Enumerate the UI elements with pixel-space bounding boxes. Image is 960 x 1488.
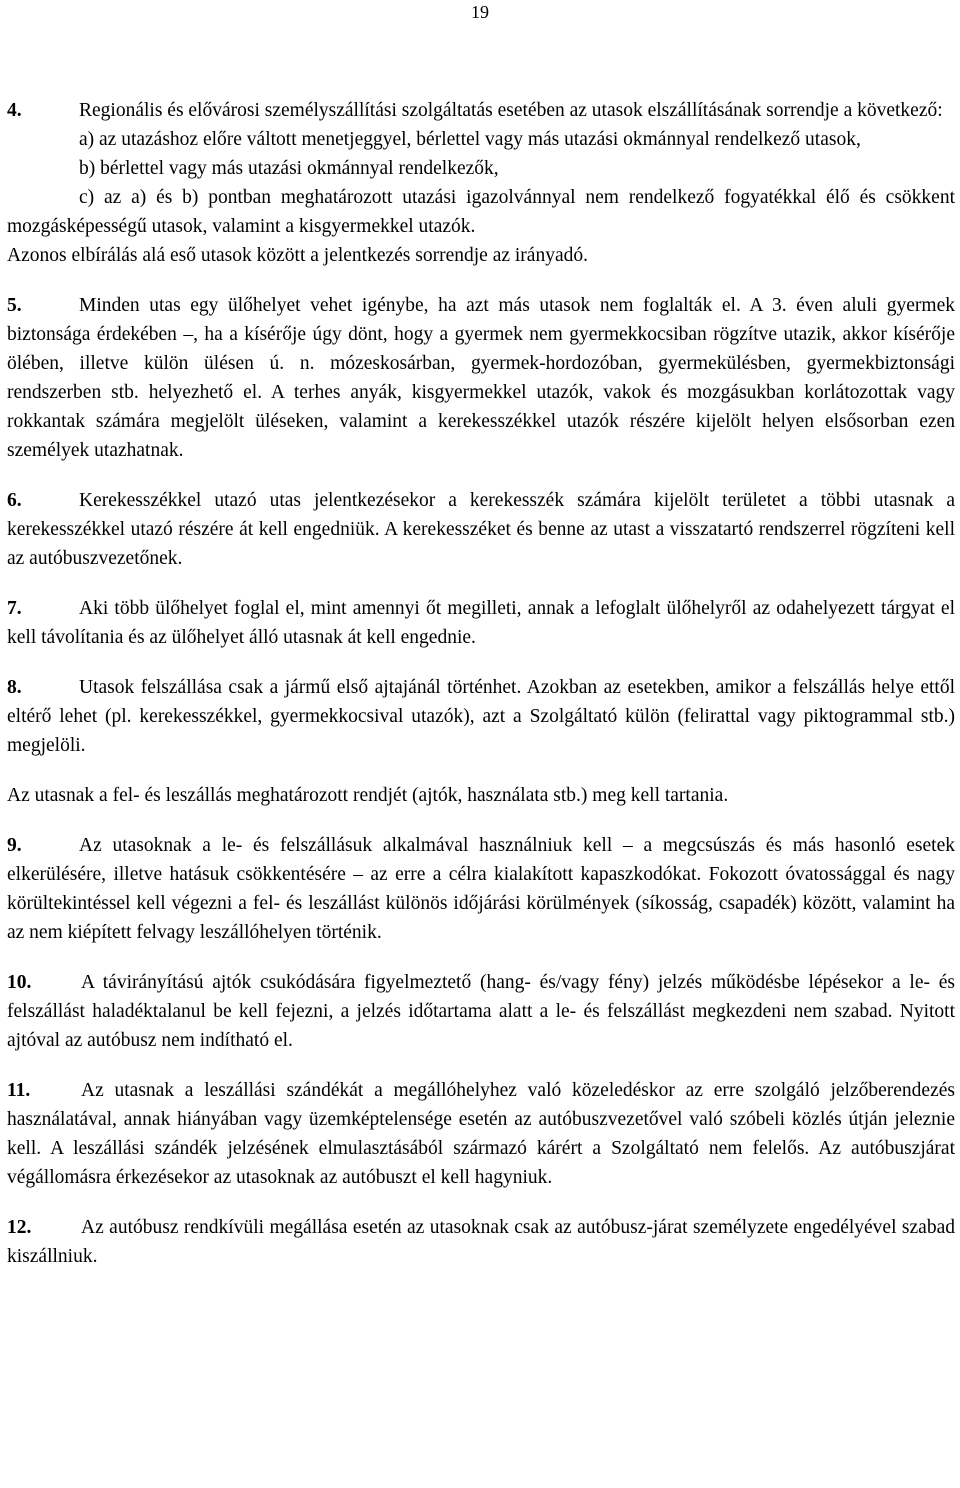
list-item-b: b) bérlettel vagy más utazási okmánnyal rendelkezők, [79, 158, 499, 179]
section-10 [7, 968, 955, 1055]
section-4 [7, 96, 955, 270]
section-number: 12. [7, 1217, 32, 1238]
section-text: Az utasnak a leszállási szándékát a megállóhelyhez való közeledéskor az erre szolgáló jelzőberendezés használatával, annak hiányában vagy üzemképtelensége esetén az autóbuszvezetővel való szóbeli közlés útján jeleznie kell. A leszállási szándék jelzésének elmulasztásából származó kárért a Szolgáltató nem felelős. Az autóbuszjárat végállomásra érkezésekor az utasoknak az autóbuszt el kell hagyniuk. [7, 1080, 955, 1188]
section-text: Aki több ülőhelyet foglal el, mint amennyi őt megilleti, annak a lefoglalt ülőhelyről az odahelyezett tárgyat el kell távolítania és az ülőhelyet álló utasnak át kell engednie. [7, 598, 955, 648]
section-number: 4. [7, 100, 22, 121]
section-6 [7, 486, 955, 573]
list-item-a: a) az utazáshoz előre váltott menetjeggyel, bérlettel vagy más utazási okmánnyal rendelkező utasok, [79, 129, 861, 150]
section-12 [7, 1213, 955, 1271]
page-number: 19 [471, 2, 489, 22]
document-body [7, 96, 955, 1271]
section-4-intro-paragraph [7, 96, 955, 125]
section-text: Minden utas egy ülőhelyet vehet igénybe, ha azt más utasok nem foglalták el. A 3. éven aluli gyermek biztonsága érdekében –, ha a kísérője úgy dönt, hogy a gyermek nem gyermekkocsiban rögzítve utazik, akkor kísérője ölében, illetve külön ülésen ú. n. mózeskosárban, gyermek-hordozóban, gyermekülésben, gyermekbiztonsági rendszerben stb. helyezhető el. A terhes anyák, kisgyermekkel utazók, vakok és mozgásukban korlátozottak vagy rokkantak számára megjelölt üléseken, valamint a kerekesszékkel utazók részére kijelölt helyen elsősorban ezen személyek utazhatnak. [7, 295, 955, 461]
section-9 [7, 831, 955, 947]
section-number: 7. [7, 598, 22, 619]
section-text: Az autóbusz rendkívüli megállása esetén az utasoknak csak az autóbusz-járat személyzete engedélyével szabad kiszállniuk. [7, 1217, 955, 1267]
section-number: 11. [7, 1080, 31, 1101]
section-text: Utasok felszállása csak a jármű első ajtajánál történhet. Azokban az esetekben, amikor a felszállás helye ettől eltérő lehet (pl. kerekesszékkel, gyermekkocsival utazók), azt a Szolgáltató külön (felirattal vagy piktogrammal stb.) megjelöli. [7, 677, 955, 756]
section-4-closing: Azonos elbírálás alá eső utasok között a jelentkezés sorrendje az irányadó. [7, 245, 588, 266]
section-5 [7, 291, 955, 465]
section-number: 9. [7, 835, 22, 856]
section-8 [7, 673, 955, 760]
list-item-c: c) az a) és b) pontban meghatározott utazási igazolvánnyal nem rendelkező fogyatékkal élő és csökkent mozgásképességű utasok, valamint a kisgyermekkel utazók. [7, 187, 955, 237]
section-number: 5. [7, 295, 22, 316]
section-text: Regionális és elővárosi személyszállítási szolgáltatás esetében az utasok elszállításának sorrendje a következő: [79, 100, 943, 121]
section-8-extra: Az utasnak a fel- és leszállás meghatározott rendjét (ajtók, használata stb.) meg kell tartania. [7, 785, 729, 806]
section-number: 6. [7, 490, 22, 511]
section-text: Kerekesszékkel utazó utas jelentkezésekor a kerekesszék számára kijelölt területet a többi utasnak a kerekesszékkel utazó részére át kell engedniük. A kerekesszéket és benne az utast a visszatartó rendszerrel rögzíteni kell az autóbuszvezetőnek. [7, 490, 955, 569]
section-number: 8. [7, 677, 22, 698]
section-7 [7, 594, 955, 652]
section-text: Az utasoknak a le- és felszállásuk alkalmával használniuk kell – a megcsúszás és más hasonló esetek elkerülésére, illetve hatásuk csökkentésére – az erre a célra kialakított kapaszkodókat. Fokozott óvatossággal és nagy körültekintéssel kell végezni a fel- és leszállást különös időjárási körülmények (síkosság, csapadék) között, valamint ha az nem kiépített felvagy leszállóhelyen történik. [7, 835, 955, 943]
section-11 [7, 1076, 955, 1192]
section-text: A távirányítású ajtók csukódására figyelmeztető (hang- és/vagy fény) jelzés működésbe lépésekor a le- és felszállást haladéktalanul be kell fejezni, a jelzés időtartama alatt a le- és felszállást megkezdeni nem szabad. Nyitott ajtóval az autóbusz nem indítható el. [7, 972, 955, 1051]
section-number: 10. [7, 972, 32, 993]
